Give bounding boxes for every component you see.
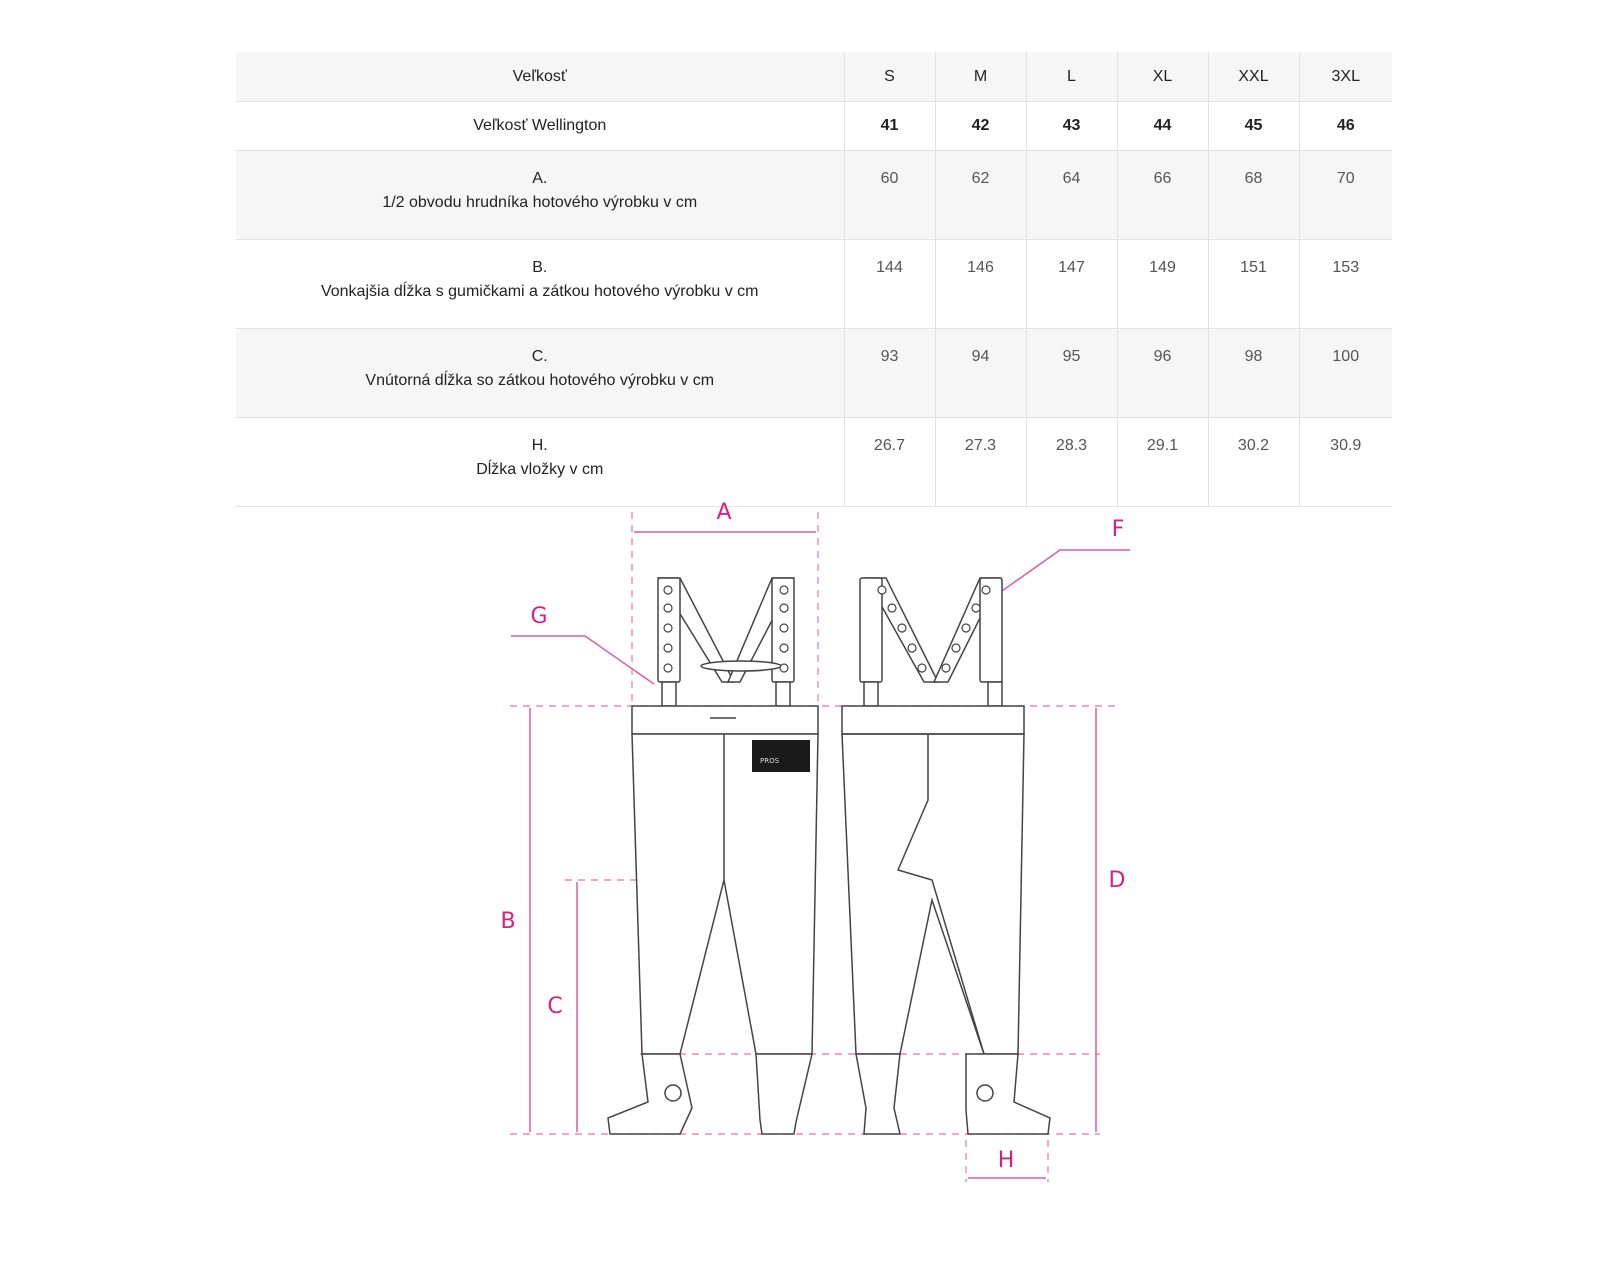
row-description: Vonkajšia dĺžka s gumičkami a zátkou hotového výrobku v cm xyxy=(320,283,759,300)
back-wader-drawing xyxy=(842,578,1050,1134)
measurement-value: 28.3 xyxy=(1026,418,1117,507)
measurement-value: 60 xyxy=(844,151,935,240)
wellington-label: Veľkosť Wellington xyxy=(236,102,844,151)
size-header-cell: S xyxy=(844,52,935,102)
measurement-value: 68 xyxy=(1208,151,1299,240)
measurement-value: 151 xyxy=(1208,240,1299,329)
wellington-value: 43 xyxy=(1026,102,1117,151)
size-header-cell: L xyxy=(1026,52,1117,102)
row-code: A. xyxy=(532,170,548,187)
label-c: C xyxy=(547,994,563,1019)
size-header-cell: XL xyxy=(1117,52,1208,102)
measurement-value: 98 xyxy=(1208,329,1299,418)
label-d: D xyxy=(1108,868,1126,893)
size-header-cell: M xyxy=(935,52,1026,102)
measurement-value: 100 xyxy=(1299,329,1392,418)
measurement-value: 144 xyxy=(844,240,935,329)
wellington-value: 42 xyxy=(935,102,1026,151)
row-code: H. xyxy=(531,437,548,454)
row-description: Vnútorná dĺžka so zátkou hotového výrobku v cm xyxy=(365,372,715,389)
measurement-value: 26.7 xyxy=(844,418,935,507)
wellington-value: 46 xyxy=(1299,102,1392,151)
label-b: B xyxy=(500,909,516,934)
measurement-value: 29.1 xyxy=(1117,418,1208,507)
row-description: 1/2 obvodu hrudníka hotového výrobku v cm xyxy=(382,194,698,211)
measurement-value: 147 xyxy=(1026,240,1117,329)
size-header-label: Veľkosť xyxy=(236,52,844,102)
label-f: F xyxy=(1111,517,1125,542)
brand-text: PROS xyxy=(760,757,780,765)
dimension-lines xyxy=(511,532,1130,1178)
measurement-value: 27.3 xyxy=(935,418,1026,507)
measurement-value: 153 xyxy=(1299,240,1392,329)
row-description: Dĺžka vložky v cm xyxy=(476,461,604,478)
measurement-value: 30.2 xyxy=(1208,418,1299,507)
measurement-value: 30.9 xyxy=(1299,418,1392,507)
row-code: C. xyxy=(531,348,548,365)
front-wader-drawing xyxy=(608,578,818,1134)
size-header-cell: XXL xyxy=(1208,52,1299,102)
label-g: G xyxy=(530,604,548,629)
measurement-value: 149 xyxy=(1117,240,1208,329)
size-header-cell: 3XL xyxy=(1299,52,1392,102)
label-a: A xyxy=(716,500,732,525)
wellington-value: 44 xyxy=(1117,102,1208,151)
measurement-value: 93 xyxy=(844,329,935,418)
measurement-value: 66 xyxy=(1117,151,1208,240)
measurement-value: 70 xyxy=(1299,151,1392,240)
measurement-value: 95 xyxy=(1026,329,1117,418)
brand-label xyxy=(752,740,810,772)
measurement-value: 96 xyxy=(1117,329,1208,418)
measurement-value: 64 xyxy=(1026,151,1117,240)
measurement-value: 62 xyxy=(935,151,1026,240)
measurement-value: 94 xyxy=(935,329,1026,418)
wellington-value: 45 xyxy=(1208,102,1299,151)
wellington-value: 41 xyxy=(844,102,935,151)
row-code: B. xyxy=(532,259,548,276)
measurement-value: 146 xyxy=(935,240,1026,329)
label-h: H xyxy=(997,1148,1015,1173)
